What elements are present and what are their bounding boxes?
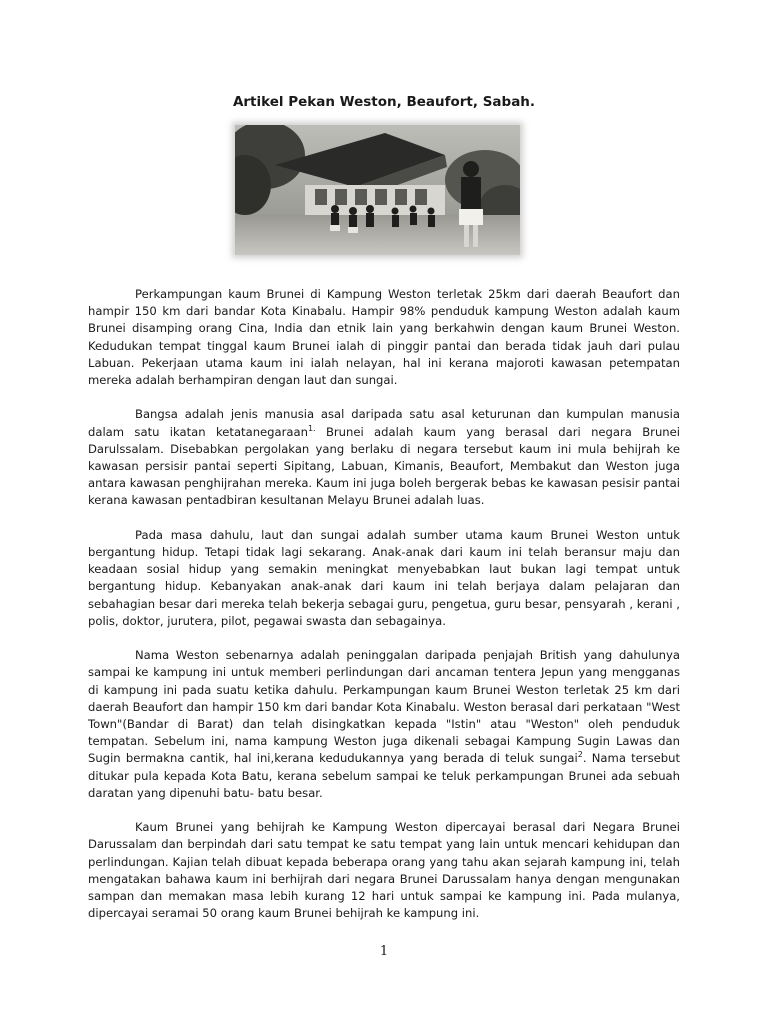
footnote-ref-2: 2 (577, 750, 583, 760)
paragraph-1: Perkampungan kaum Brunei di Kampung Weston terletak 25km dari daerah Beaufort dan hampir 150 km dari bandar Kota Kinabalu. Hampir 98% penduduk kampung Weston adalah kaum Brunei disamping orang Cina, India dan etnik lain yang berkahwin dengan kaum Brunei Weston. Kedudukan tempat tinggal kaum Brunei ialah di pinggir pantai dan berada tidak jauh dari pulau Labuan. Pekerjaan utama kaum ini ialah nelayan, hal ini kerana majoroti kawasan petempatan mereka adalah berhampiran dengan laut dan sungai. (88, 287, 680, 388)
page-number: 1 (379, 944, 389, 959)
paragraph-2: Bangsa adalah jenis manusia asal daripada satu asal keturunan dan kumpulan manusia dalam satu ikatan ketatanegaraan$^{1.}$ Brunei adalah kaum yang berasal dari negara Brunei Darulssalam. Disebabkan pergolakan yang berlaku di negara tersebut kaum ini mula behijrah ke kawasan persisir pantai seperti Sipitang, Labuan, Kimanis, Beaufort, Membakut dan Weston juga antara kawasan penghijrahan mereka. Kaum ini juga boleh bergerak bebas ke kawasan pesisir pantai kerana kawasan pentadbiran kesultanan Melayu Brunei adalah luas. (88, 407, 680, 508)
historic-photo (235, 125, 520, 255)
paragraph-4: Nama Weston sebenarnya adalah peninggalan daripada penjajah British yang dahulunya sampai ke kampung ini untuk memberi perlindungan dari ancaman tentera Jepun yang mengganas di kampung ini pada suatu ketika dahulu. Perkampungan kaum Brunei Weston terletak 25 km dari daerah Beaufort dan hampir 150 km dari bandar Kota Kinabalu. Weston berasal dari perkataan "West Town"(Bandar di Barat) dan telah disingkatkan kepada "Istin" atau "Weston" oleh penduduk tempatan. Sebelum ini, nama kampung Weston juga dikenali sebagai Kampung Sugin Lawas dan Sugin bermakna cantik, hal ini,kerana kedudukannya yang berada di teluk sungai$^2$. Nama tersebut ditukar pula kepada Kota Batu, kerana sebelum sampai ke teluk perkampungan Brunei ada sebuah daratan yang dipenuhi batu- batu besar. (88, 648, 680, 800)
paragraph-3: Pada masa dahulu, laut dan sungai adalah sumber utama kaum Brunei Weston untuk bergantung hidup. Tetapi tidak lagi sekarang. Anak-anak dari kaum ini telah beransur maju dan keadaan sosial hidup yang semakin meningkat menyebabkan laut bukan lagi tempat untuk bergantung hidup. Kebanyakan anak-anak dari kaum ini telah berjaya dalam pelajaran dan sebahagian besar dari mereka telah bekerja sebagai guru, pengetua, guru besar, pensyarah , kerani , polis, doktor, jurutera, pilot, pegawai swasta dan sebagainya. (88, 527, 680, 628)
article-body (88, 286, 680, 940)
footnote-ref-1: 1. (307, 423, 316, 433)
document-title: Artikel Pekan Weston, Beaufort, Sabah. (232, 94, 536, 110)
paragraph-5: Kaum Brunei yang behijrah ke Kampung Weston dipercayai berasal dari Negara Brunei Darussalam dan berpindah dari satu tempat ke satu tempat yang lain untuk mencari kehidupan dan perlindungan. Kajian telah dibuat kepada beberapa orang yang tahu akan sejarah kampung ini, telah mengatakan bahawa kaum ini berhijrah dari negara Brunei Darussalam hanya dengan mengunakan sampan dan memakan masa lebih kurang 12 hari untuk sampai ke kampung ini. Pada mulanya, dipercayai seramai 50 orang kaum Brunei behijrah ke kampung ini. (88, 820, 680, 921)
